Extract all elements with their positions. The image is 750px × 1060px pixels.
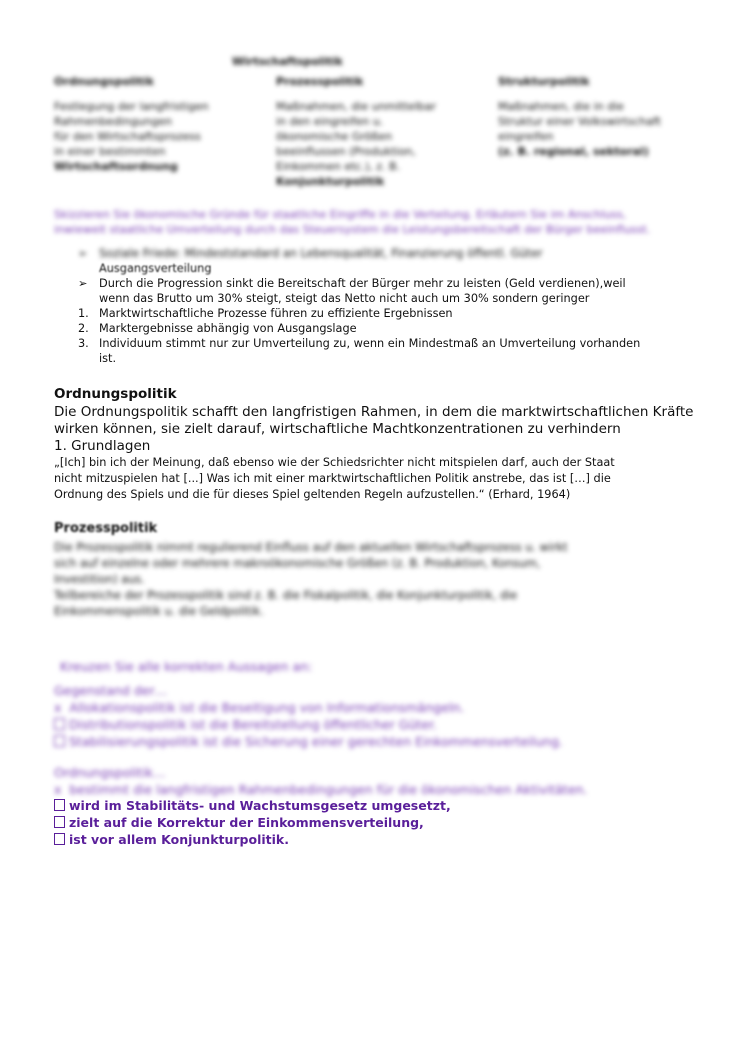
- column-line: für den Wirtschaftsprozess: [54, 130, 201, 143]
- column-heading: Prozesspolitik: [276, 75, 364, 88]
- body-line: Die Ordnungspolitik schafft den langfristigen Rahmen, in dem die marktwirtschaftlichen Kräfte: [54, 404, 694, 420]
- quote-line: Ordnung des Spiels und die für dieses Spiel geltenden Regeln aufzustellen.“ (Erhard, 1964): [54, 488, 571, 501]
- list-item-text: Soziale Friede: Mindeststandard an Lebensqualität, Finanzierung öffentl. Güter: [99, 247, 543, 260]
- subheading: 1. Grundlagen: [54, 438, 151, 454]
- option-text: Distributionspolitik ist die Bereitstellung öffentlicher Güter.: [69, 717, 437, 732]
- item-number: 1.: [78, 307, 89, 320]
- checkbox-icon[interactable]: [54, 833, 65, 845]
- list-item-text: Individuum stimmt nur zur Umverteilung zu, wenn ein Mindestmaß an Umverteilung vorhanden: [99, 337, 641, 350]
- checkbox-icon[interactable]: [54, 735, 65, 747]
- column-heading: Strukturpolitik: [498, 75, 590, 88]
- section-heading-ordnungspolitik: Ordnungspolitik: [54, 386, 177, 402]
- arrow-bullet-icon: ➢: [78, 277, 88, 290]
- list-item: [54, 246, 714, 261]
- numbered-item: [54, 336, 714, 366]
- list-item-text: Ausgangsverteilung: [99, 262, 212, 275]
- question-stem: Ordnungspolitik…: [54, 765, 166, 780]
- arrow-bullet-icon: ➢: [78, 247, 88, 260]
- column-line: beeinflussen (Produktion,: [276, 145, 416, 158]
- column-prozesspolitik: [276, 74, 486, 189]
- item-number: 3.: [78, 337, 89, 350]
- list-item-text: Marktergebnisse abhängig von Ausgangslage: [99, 322, 357, 335]
- option-text: ist vor allem Konjunkturpolitik.: [69, 832, 289, 847]
- checkbox-icon[interactable]: [54, 816, 65, 828]
- body-line: Teilbereiche der Prozesspolitik sind z. B. die Fiskalpolitik, die Konjunkturpolitik, die: [54, 589, 518, 602]
- overview-title: Wirtschaftspolitik: [232, 55, 343, 68]
- column-strukturpolitik: [498, 74, 708, 159]
- quiz-option[interactable]: [54, 716, 694, 733]
- checkbox-icon[interactable]: [54, 799, 65, 811]
- list-item-continuation: [54, 261, 714, 276]
- column-line: in einer bestimmten: [54, 145, 166, 158]
- column-keyword: Wirtschaftsordnung: [54, 160, 178, 173]
- section-heading-prozesspolitik: Prozesspolitik: [54, 521, 158, 536]
- quiz-question-2-options: [54, 797, 694, 848]
- option-text: wird im Stabilitäts- und Wachstumsgesetz umgesetzt,: [69, 798, 451, 813]
- column-line: Rahmenbedingungen: [54, 115, 172, 128]
- checked-mark: x: [54, 782, 62, 797]
- prozesspolitik-body: [54, 540, 694, 620]
- list-item-text: ist.: [99, 352, 117, 365]
- erhard-quote: [54, 455, 714, 503]
- list-item-text: Marktwirtschaftliche Prozesse führen zu effiziente Ergebnissen: [99, 307, 453, 320]
- body-line: wirken können, sie zielt darauf, wirtschaftliche Machtkonzentrationen zu verhindern: [54, 421, 621, 437]
- option-text: Stabilisierungspolitik ist die Sicherung einer gerechten Einkommensverteilung.: [69, 734, 563, 749]
- column-line: (z. B. regional, sektoral): [498, 145, 649, 158]
- column-keyword: Konjunkturpolitik: [276, 175, 385, 188]
- column-line: eingreifen: [498, 130, 554, 143]
- quiz-option[interactable]: [54, 814, 694, 831]
- list-item-text: Durch die Progression sinkt die Bereitschaft der Bürger mehr zu leisten (Geld verdienen),weil: [99, 277, 626, 290]
- list-item: [54, 276, 714, 306]
- item-number: 2.: [78, 322, 89, 335]
- quiz-option[interactable]: [54, 699, 694, 716]
- body-line: Investition) aus.: [54, 573, 145, 586]
- column-line: Struktur einer Volkswirtschaft: [498, 115, 661, 128]
- quiz-option[interactable]: [54, 781, 694, 798]
- option-text: bestimmt die langfristigen Rahmenbedingungen für die ökonomischen Aktivitäten.: [69, 782, 588, 797]
- option-text: zielt auf die Korrektur der Einkommensverteilung,: [69, 815, 424, 830]
- column-line: Festlegung der langfristigen: [54, 100, 209, 113]
- column-line: Einkommen etc.), z. B.: [276, 160, 401, 173]
- task-prompt: [54, 207, 704, 237]
- column-line: ökonomische Größen: [276, 130, 393, 143]
- column-ordnungspolitik: [54, 74, 264, 174]
- quiz-option[interactable]: [54, 733, 694, 750]
- checkbox-icon[interactable]: [54, 718, 65, 730]
- quiz-instruction: Kreuzen Sie alle korrekten Aussagen an:: [60, 659, 313, 674]
- quiz-option[interactable]: [54, 797, 694, 814]
- body-line: Einkommenspolitik u. die Geldpolitik.: [54, 605, 264, 618]
- quiz-question-2: [54, 764, 694, 798]
- question-stem: Gegenstand der…: [54, 683, 168, 698]
- checked-mark: x: [54, 700, 62, 715]
- answer-list: [54, 246, 714, 366]
- numbered-item: [54, 321, 714, 336]
- column-line: Maßnahmen, die in die: [498, 100, 624, 113]
- body-line: Die Prozesspolitik nimmt regulierend Einfluss auf den aktuellen Wirtschaftsprozess u. wirkt: [54, 541, 568, 554]
- task-line: inwieweit staatliche Umverteilung durch das Steuersystem die Leistungsbereitschaft der Bürger beeinflusst.: [54, 223, 651, 236]
- column-line: Maßnahmen, die unmittelbar: [276, 100, 437, 113]
- list-item-text: wenn das Brutto um 30% steigt, steigt das Netto nicht auch um 30% sondern geringer: [99, 292, 590, 305]
- quote-line: nicht mitzuspielen hat [...] Was ich mit einer marktwirtschaftlichen Politik anstrebe, das ist […] die: [54, 472, 611, 485]
- column-line: in den eingreifen u.: [276, 115, 384, 128]
- numbered-item: [54, 306, 714, 321]
- column-heading: Ordnungspolitik: [54, 75, 154, 88]
- option-text: Allokationspolitik ist die Beseitigung von Informationsmängeln.: [69, 700, 465, 715]
- ordnungspolitik-body: [54, 404, 714, 455]
- quiz-option[interactable]: [54, 831, 694, 848]
- body-line: sich auf einzelne oder mehrere makroökonomische Größen (z. B. Produktion, Konsum,: [54, 557, 541, 570]
- quote-line: „[Ich] bin ich der Meinung, daß ebenso wie der Schiedsrichter nicht mitspielen darf, auch der Staat: [54, 456, 615, 469]
- task-line: Skizzieren Sie ökonomische Gründe für staatliche Eingriffe in die Verteilung. Erläutern Sie im Anschluss,: [54, 208, 627, 221]
- quiz-question-1: [54, 682, 694, 750]
